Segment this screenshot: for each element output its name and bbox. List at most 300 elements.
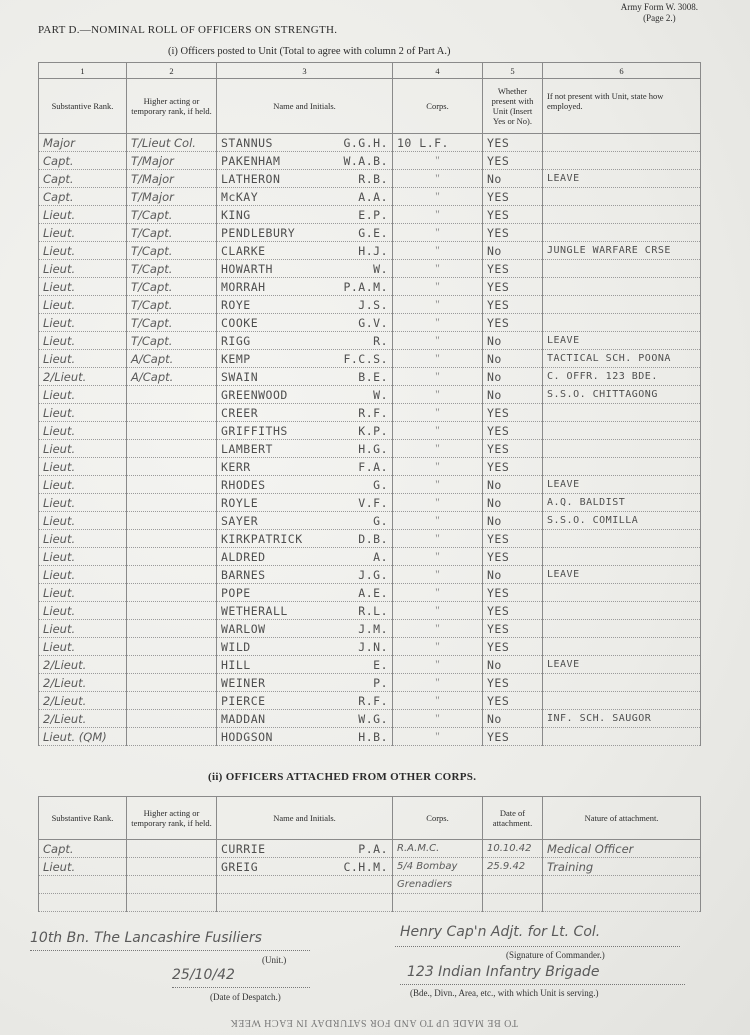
officer-initials: R.F. [358, 405, 388, 420]
corps: 5/4 Bombay [393, 858, 483, 876]
acting-rank [127, 548, 217, 566]
officer-initials: J.N. [358, 639, 388, 654]
table-row [39, 314, 701, 332]
acting-rank: T/Capt. [127, 260, 217, 278]
despatch-date-value: 25/10/42 [172, 967, 235, 983]
substantive-rank: Lieut. [39, 548, 127, 566]
col-number: 4 [393, 63, 483, 79]
corps: " [393, 656, 483, 674]
substantive-rank: Lieut. [39, 566, 127, 584]
officer-initials: B.E. [358, 369, 388, 384]
officer-initials: J.S. [358, 297, 388, 312]
employment: LEAVE [543, 566, 701, 584]
corps: " [393, 152, 483, 170]
employment [543, 692, 701, 710]
present-status: No [483, 242, 543, 260]
corps: " [393, 296, 483, 314]
officer-initials: G. [373, 513, 388, 528]
officer-name: McKAY [221, 189, 259, 204]
employment: S.S.O. COMILLA [543, 512, 701, 530]
present-status: YES [483, 458, 543, 476]
table-row [39, 404, 701, 422]
corps: " [393, 566, 483, 584]
officer-initials: A.A. [358, 189, 388, 204]
officer-initials: J.M. [358, 621, 388, 636]
corps: " [393, 710, 483, 728]
unit-line [30, 950, 310, 951]
acting-rank: T/Major [127, 188, 217, 206]
acting-rank [127, 476, 217, 494]
substantive-rank [39, 876, 127, 894]
header-nature-of-attachment: Nature of attachment. [543, 797, 701, 840]
table-row [39, 350, 701, 368]
corps: " [393, 260, 483, 278]
corps: 10 L.F. [393, 134, 483, 152]
officer-initials: F.C.S. [343, 351, 388, 366]
substantive-rank: Capt. [39, 170, 127, 188]
substantive-rank: Lieut. [39, 602, 127, 620]
acting-rank: T/Capt. [127, 332, 217, 350]
substantive-rank: Major [39, 134, 127, 152]
present-status: YES [483, 404, 543, 422]
substantive-rank: Lieut. (QM) [39, 728, 127, 746]
corps: " [393, 404, 483, 422]
officer-name: CREER [221, 405, 259, 420]
officer-name: KEMP [221, 351, 251, 366]
employment: LEAVE [543, 332, 701, 350]
officer-name: WARLOW [221, 621, 266, 636]
present-status: No [483, 656, 543, 674]
present-status: No [483, 350, 543, 368]
officer-initials: F.A. [358, 459, 388, 474]
table-row [39, 602, 701, 620]
employment [543, 674, 701, 692]
header-date-of-attachment: Date of attachment. [483, 797, 543, 840]
acting-rank: T/Capt. [127, 296, 217, 314]
table-row [39, 548, 701, 566]
employment [543, 224, 701, 242]
corps: " [393, 368, 483, 386]
page-number: (Page 2.) [643, 13, 676, 23]
acting-rank [127, 858, 217, 876]
officer-name: RIGG [221, 333, 251, 348]
column-number-row [39, 63, 701, 79]
officer-initials: R.F. [358, 693, 388, 708]
acting-rank: T/Major [127, 170, 217, 188]
col-number: 2 [127, 63, 217, 79]
present-status: No [483, 170, 543, 188]
employment [543, 530, 701, 548]
header-acting-rank: Higher acting or temporary rank, if held. [127, 79, 217, 134]
table-row [39, 656, 701, 674]
substantive-rank: Lieut. [39, 404, 127, 422]
substantive-rank: Lieut. [39, 476, 127, 494]
officer-initials: R. [373, 333, 388, 348]
substantive-rank: Lieut. [39, 224, 127, 242]
corps [393, 894, 483, 912]
substantive-rank: 2/Lieut. [39, 674, 127, 692]
substantive-rank: Lieut. [39, 242, 127, 260]
header-substantive-rank: Substantive Rank. [39, 79, 127, 134]
present-status: YES [483, 548, 543, 566]
table-row [39, 858, 701, 876]
formation-label: (Bde., Divn., Area, etc., with which Unit is serving.) [410, 988, 599, 998]
employment [543, 260, 701, 278]
table-row [39, 674, 701, 692]
officer-initials: W. [373, 261, 388, 276]
officer-initials: G.V. [358, 315, 388, 330]
acting-rank [127, 530, 217, 548]
acting-rank [127, 656, 217, 674]
table-row [39, 876, 701, 894]
acting-rank [127, 440, 217, 458]
table-row [39, 512, 701, 530]
employment: LEAVE [543, 476, 701, 494]
substantive-rank: Lieut. [39, 620, 127, 638]
acting-rank: A/Capt. [127, 350, 217, 368]
table-row [39, 188, 701, 206]
corps: " [393, 242, 483, 260]
part-title: PART D.—NOMINAL ROLL OF OFFICERS ON STRENGTH. [38, 24, 338, 36]
present-status: No [483, 476, 543, 494]
col-number: 5 [483, 63, 543, 79]
table-row [39, 620, 701, 638]
table-row [39, 840, 701, 858]
table-row [39, 494, 701, 512]
substantive-rank: Lieut. [39, 530, 127, 548]
present-status: YES [483, 188, 543, 206]
officer-initials: W.G. [358, 711, 388, 726]
employment [543, 314, 701, 332]
officer-initials: D.B. [358, 531, 388, 546]
present-status: YES [483, 584, 543, 602]
acting-rank [127, 674, 217, 692]
table-row [39, 530, 701, 548]
table-row [39, 260, 701, 278]
employment [543, 152, 701, 170]
officer-name: WETHERALL [221, 603, 288, 618]
present-status: No [483, 566, 543, 584]
employment [543, 638, 701, 656]
table-row [39, 638, 701, 656]
corps: " [393, 674, 483, 692]
header-corps: Corps. [393, 797, 483, 840]
header-name: Name and Initials. [217, 79, 393, 134]
nature-of-attachment [543, 876, 701, 894]
acting-rank [127, 458, 217, 476]
acting-rank [127, 638, 217, 656]
section2-title: (ii) OFFICERS ATTACHED FROM OTHER CORPS. [208, 771, 477, 783]
present-status: YES [483, 134, 543, 152]
corps: " [393, 548, 483, 566]
date-of-attachment: 25.9.42 [483, 858, 543, 876]
officer-initials: E. [373, 657, 388, 672]
unit-label: (Unit.) [262, 955, 287, 965]
substantive-rank: Lieut. [39, 494, 127, 512]
substantive-rank: Lieut. [39, 350, 127, 368]
officer-name: PENDLEBURY [221, 225, 296, 240]
acting-rank [127, 710, 217, 728]
substantive-rank: Capt. [39, 188, 127, 206]
officer-name: PAKENHAM [221, 153, 281, 168]
officer-name: CLARKE [221, 243, 266, 258]
employment [543, 584, 701, 602]
table-row [39, 170, 701, 188]
corps: " [393, 422, 483, 440]
corps: " [393, 512, 483, 530]
officers-attached-table [38, 796, 701, 912]
present-status: YES [483, 638, 543, 656]
present-status: No [483, 494, 543, 512]
employment [543, 620, 701, 638]
officer-name: KIRKPATRICK [221, 531, 303, 546]
employment: INF. SCH. SAUGOR [543, 710, 701, 728]
col-number: 3 [217, 63, 393, 79]
acting-rank [127, 404, 217, 422]
officer-name: HOWARTH [221, 261, 273, 276]
substantive-rank: Lieut. [39, 440, 127, 458]
officer-initials: H.G. [358, 441, 388, 456]
officer-name: GREENWOOD [221, 387, 288, 402]
employment [543, 206, 701, 224]
officer-name: LATHERON [221, 171, 281, 186]
nature-of-attachment: Training [543, 858, 701, 876]
substantive-rank: 2/Lieut. [39, 368, 127, 386]
officer-name: STANNUS [221, 135, 273, 150]
corps: " [393, 278, 483, 296]
substantive-rank: 2/Lieut. [39, 692, 127, 710]
acting-rank [127, 894, 217, 912]
col-number: 6 [543, 63, 701, 79]
acting-rank: A/Capt. [127, 368, 217, 386]
substantive-rank: Lieut. [39, 260, 127, 278]
substantive-rank: Lieut. [39, 638, 127, 656]
acting-rank [127, 620, 217, 638]
header-name: Name and Initials. [217, 797, 393, 840]
corps: " [393, 458, 483, 476]
corps: " [393, 620, 483, 638]
table-row [39, 692, 701, 710]
date-of-attachment: 10.10.42 [483, 840, 543, 858]
employment: JUNGLE WARFARE CRSE [543, 242, 701, 260]
employment [543, 728, 701, 746]
formation-line [400, 984, 685, 985]
acting-rank [127, 584, 217, 602]
officer-name: PIERCE [221, 693, 266, 708]
table-row [39, 386, 701, 404]
acting-rank [127, 512, 217, 530]
table-row [39, 152, 701, 170]
header-acting-rank: Higher acting or temporary rank, if held. [127, 797, 217, 840]
employment [543, 188, 701, 206]
present-status: YES [483, 620, 543, 638]
present-status: YES [483, 278, 543, 296]
officer-name: GREIG [221, 859, 259, 874]
officer-initials: C.H.M. [343, 859, 388, 874]
acting-rank: T/Capt. [127, 224, 217, 242]
officer-initials: P.A. [358, 841, 388, 856]
table-row [39, 368, 701, 386]
employment [543, 548, 701, 566]
present-status: No [483, 386, 543, 404]
employment: S.S.O. CHITTAGONG [543, 386, 701, 404]
acting-rank [127, 386, 217, 404]
substantive-rank: 2/Lieut. [39, 656, 127, 674]
officer-name: HODGSON [221, 729, 273, 744]
employment: LEAVE [543, 170, 701, 188]
officer-name: SWAIN [221, 369, 259, 384]
acting-rank: T/Capt. [127, 314, 217, 332]
corps: " [393, 314, 483, 332]
present-status: YES [483, 440, 543, 458]
present-status: YES [483, 530, 543, 548]
header-corps: Corps. [393, 79, 483, 134]
officer-name: KERR [221, 459, 251, 474]
officer-initials: P. [373, 675, 388, 690]
acting-rank: T/Lieut Col. [127, 134, 217, 152]
table-row [39, 332, 701, 350]
table-row [39, 710, 701, 728]
table-row [39, 476, 701, 494]
header-row [39, 797, 701, 840]
table-row [39, 242, 701, 260]
corps: " [393, 170, 483, 188]
acting-rank [127, 422, 217, 440]
officer-name: ROYE [221, 297, 251, 312]
signature-line [395, 946, 680, 947]
corps: Grenadiers [393, 876, 483, 894]
officer-name: MORRAH [221, 279, 266, 294]
officer-name: GRIFFITHS [221, 423, 288, 438]
officers-posted-table [38, 62, 701, 746]
employment: LEAVE [543, 656, 701, 674]
acting-rank [127, 494, 217, 512]
present-status: YES [483, 260, 543, 278]
officer-name: ROYLE [221, 495, 259, 510]
acting-rank: T/Capt. [127, 206, 217, 224]
officer-initials: K.P. [358, 423, 388, 438]
substantive-rank: Lieut. [39, 584, 127, 602]
table-row [39, 278, 701, 296]
table-row [39, 134, 701, 152]
officer-name: RHODES [221, 477, 266, 492]
substantive-rank: Lieut. [39, 386, 127, 404]
corps: " [393, 584, 483, 602]
employment [543, 422, 701, 440]
officer-initials: W. [373, 387, 388, 402]
corps: " [393, 224, 483, 242]
employment [543, 278, 701, 296]
date-line [172, 987, 310, 988]
substantive-rank: Lieut. [39, 458, 127, 476]
substantive-rank: Lieut. [39, 314, 127, 332]
present-status: YES [483, 674, 543, 692]
header-substantive-rank: Substantive Rank. [39, 797, 127, 840]
corps: " [393, 476, 483, 494]
corps: " [393, 206, 483, 224]
officer-name: SAYER [221, 513, 259, 528]
present-status: YES [483, 152, 543, 170]
table-row [39, 422, 701, 440]
col-number: 1 [39, 63, 127, 79]
unit-value: 10th Bn. The Lancashire Fusiliers [30, 930, 262, 946]
substantive-rank: Lieut. [39, 296, 127, 314]
substantive-rank: 2/Lieut. [39, 710, 127, 728]
header-employment: If not present with Unit, state how employed. [543, 79, 701, 134]
present-status: YES [483, 602, 543, 620]
present-status: YES [483, 422, 543, 440]
officer-initials: A.E. [358, 585, 388, 600]
acting-rank [127, 602, 217, 620]
officer-initials: A. [373, 549, 388, 564]
formation-value: 123 Indian Infantry Brigade [407, 964, 600, 980]
employment [543, 602, 701, 620]
officer-initials: R.B. [358, 171, 388, 186]
officer-name: COOKE [221, 315, 259, 330]
present-status: No [483, 368, 543, 386]
present-status: YES [483, 314, 543, 332]
officer-name: LAMBERT [221, 441, 273, 456]
section1-title: (i) Officers posted to Unit (Total to agree with column 2 of Part A.) [168, 46, 451, 57]
header-row [39, 79, 701, 134]
table-row [39, 296, 701, 314]
substantive-rank [39, 894, 127, 912]
officer-initials: V.F. [358, 495, 388, 510]
employment [543, 134, 701, 152]
present-status: YES [483, 692, 543, 710]
signature-label: (Signature of Commander.) [506, 950, 605, 960]
employment [543, 458, 701, 476]
table-row [39, 224, 701, 242]
acting-rank: T/Major [127, 152, 217, 170]
corps: " [393, 602, 483, 620]
substantive-rank: Lieut. [39, 206, 127, 224]
date-of-attachment [483, 894, 543, 912]
corps: " [393, 386, 483, 404]
acting-rank: T/Capt. [127, 278, 217, 296]
acting-rank [127, 692, 217, 710]
table-row [39, 440, 701, 458]
corps: " [393, 530, 483, 548]
corps: R.A.M.C. [393, 840, 483, 858]
officer-initials: H.B. [358, 729, 388, 744]
form-number: Army Form W. 3008. [620, 2, 698, 12]
acting-rank: T/Capt. [127, 242, 217, 260]
corps: " [393, 440, 483, 458]
form-reference [621, 2, 698, 24]
employment [543, 440, 701, 458]
corps: " [393, 728, 483, 746]
officer-name: POPE [221, 585, 251, 600]
substantive-rank: Lieut. [39, 332, 127, 350]
officer-name: ALDRED [221, 549, 266, 564]
employment: TACTICAL SCH. POONA [543, 350, 701, 368]
substantive-rank: Lieut. [39, 512, 127, 530]
present-status: No [483, 710, 543, 728]
officer-initials: G. [373, 477, 388, 492]
officer-initials: H.J. [358, 243, 388, 258]
corps: " [393, 494, 483, 512]
table-row [39, 566, 701, 584]
officer-name: WEINER [221, 675, 266, 690]
corps: " [393, 350, 483, 368]
officer-name: HILL [221, 657, 251, 672]
officer-initials: P.A.M. [343, 279, 388, 294]
present-status: YES [483, 206, 543, 224]
table-row [39, 206, 701, 224]
employment: C. OFFR. 123 BDE. [543, 368, 701, 386]
despatch-date-label: (Date of Despatch.) [210, 992, 281, 1002]
